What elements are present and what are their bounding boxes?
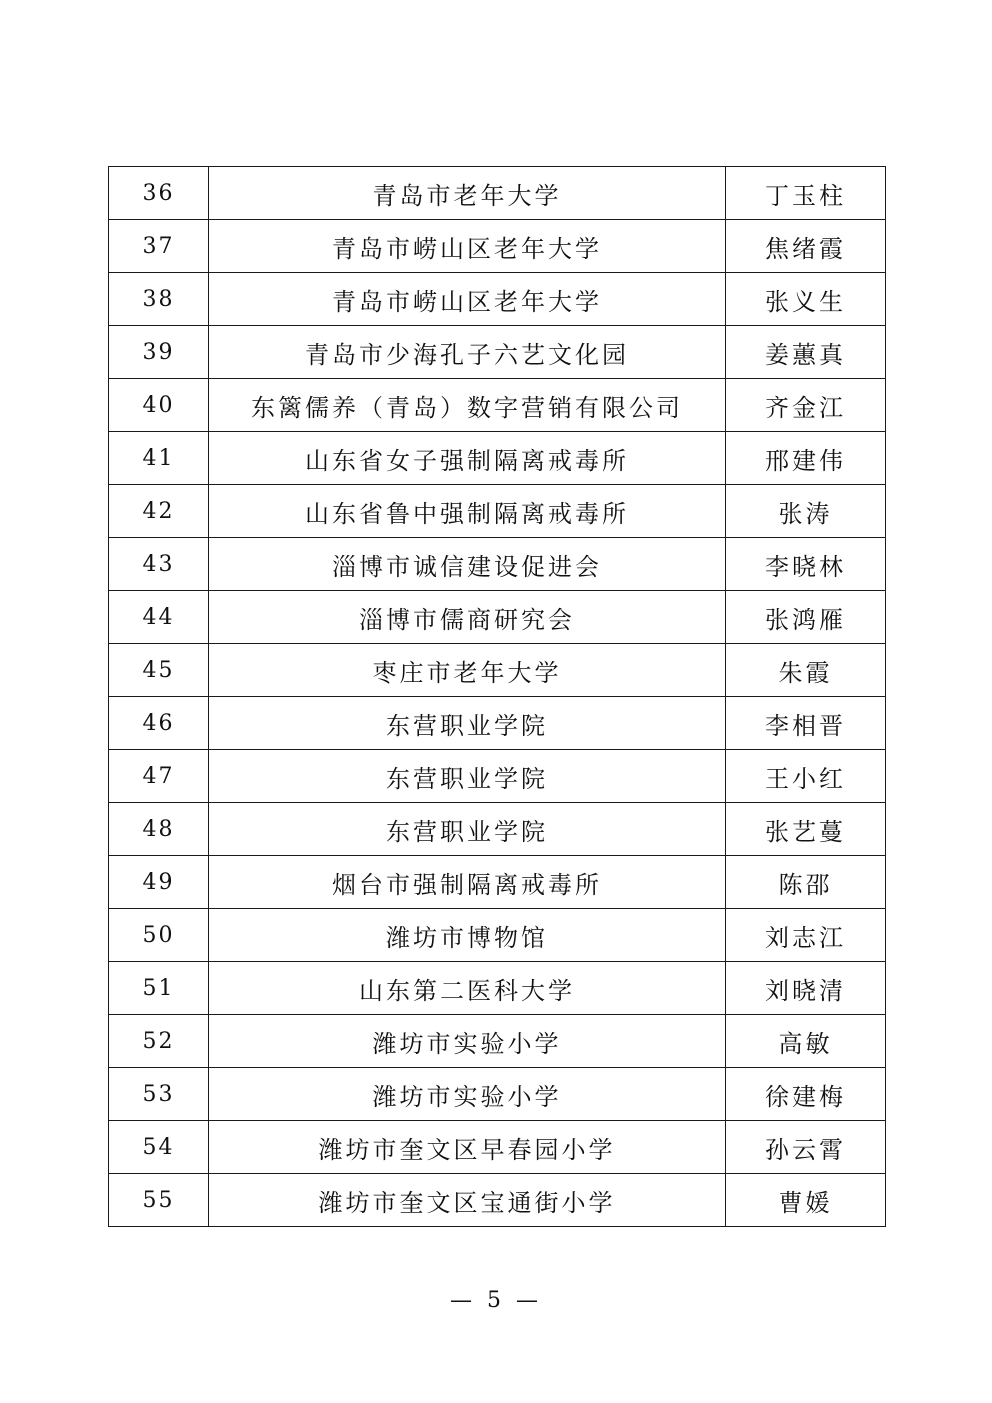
unit-cell: 烟台市强制隔离戒毒所 bbox=[209, 856, 726, 909]
person-name-cell: 曹媛 bbox=[726, 1174, 886, 1227]
table-row bbox=[109, 1068, 886, 1121]
row-number-cell: 50 bbox=[109, 909, 209, 962]
person-name-cell: 刘晓清 bbox=[726, 962, 886, 1015]
unit-cell: 山东第二医科大学 bbox=[209, 962, 726, 1015]
row-number-cell: 42 bbox=[109, 485, 209, 538]
row-number-cell: 52 bbox=[109, 1015, 209, 1068]
awardee-table bbox=[108, 166, 886, 1227]
table-row bbox=[109, 167, 886, 220]
person-name-cell: 陈邵 bbox=[726, 856, 886, 909]
row-number-cell: 47 bbox=[109, 750, 209, 803]
table-row bbox=[109, 644, 886, 697]
person-name-cell: 李晓林 bbox=[726, 538, 886, 591]
unit-cell: 潍坊市奎文区早春园小学 bbox=[209, 1121, 726, 1174]
row-number-cell: 53 bbox=[109, 1068, 209, 1121]
unit-cell: 潍坊市实验小学 bbox=[209, 1068, 726, 1121]
row-number-cell: 44 bbox=[109, 591, 209, 644]
table-body bbox=[109, 167, 886, 1227]
unit-cell: 淄博市诚信建设促进会 bbox=[209, 538, 726, 591]
row-number-cell: 43 bbox=[109, 538, 209, 591]
unit-cell: 青岛市崂山区老年大学 bbox=[209, 220, 726, 273]
table-row bbox=[109, 273, 886, 326]
row-number-cell: 37 bbox=[109, 220, 209, 273]
table-row bbox=[109, 1174, 886, 1227]
row-number-cell: 36 bbox=[109, 167, 209, 220]
person-name-cell: 张义生 bbox=[726, 273, 886, 326]
row-number-cell: 39 bbox=[109, 326, 209, 379]
unit-cell: 东篱儒养（青岛）数字营销有限公司 bbox=[209, 379, 726, 432]
table-row bbox=[109, 856, 886, 909]
unit-cell: 山东省鲁中强制隔离戒毒所 bbox=[209, 485, 726, 538]
table-row bbox=[109, 750, 886, 803]
unit-cell: 青岛市老年大学 bbox=[209, 167, 726, 220]
unit-cell: 青岛市崂山区老年大学 bbox=[209, 273, 726, 326]
table-row bbox=[109, 220, 886, 273]
person-name-cell: 齐金江 bbox=[726, 379, 886, 432]
person-name-cell: 邢建伟 bbox=[726, 432, 886, 485]
unit-cell: 山东省女子强制隔离戒毒所 bbox=[209, 432, 726, 485]
person-name-cell: 张涛 bbox=[726, 485, 886, 538]
row-number-cell: 41 bbox=[109, 432, 209, 485]
unit-cell: 潍坊市博物馆 bbox=[209, 909, 726, 962]
table-row bbox=[109, 591, 886, 644]
row-number-cell: 51 bbox=[109, 962, 209, 1015]
row-number-cell: 54 bbox=[109, 1121, 209, 1174]
person-name-cell: 朱霞 bbox=[726, 644, 886, 697]
table-row bbox=[109, 1121, 886, 1174]
person-name-cell: 张鸿雁 bbox=[726, 591, 886, 644]
unit-cell: 淄博市儒商研究会 bbox=[209, 591, 726, 644]
table-row bbox=[109, 379, 886, 432]
unit-cell: 枣庄市老年大学 bbox=[209, 644, 726, 697]
table-row bbox=[109, 962, 886, 1015]
person-name-cell: 焦绪霞 bbox=[726, 220, 886, 273]
table-row bbox=[109, 432, 886, 485]
person-name-cell: 徐建梅 bbox=[726, 1068, 886, 1121]
table-row bbox=[109, 485, 886, 538]
table-row bbox=[109, 909, 886, 962]
unit-cell: 青岛市少海孔子六艺文化园 bbox=[209, 326, 726, 379]
row-number-cell: 48 bbox=[109, 803, 209, 856]
row-number-cell: 49 bbox=[109, 856, 209, 909]
table-row bbox=[109, 803, 886, 856]
table-row bbox=[109, 326, 886, 379]
person-name-cell: 刘志江 bbox=[726, 909, 886, 962]
person-name-cell: 丁玉柱 bbox=[726, 167, 886, 220]
person-name-cell: 孙云霄 bbox=[726, 1121, 886, 1174]
unit-cell: 东营职业学院 bbox=[209, 750, 726, 803]
row-number-cell: 45 bbox=[109, 644, 209, 697]
row-number-cell: 46 bbox=[109, 697, 209, 750]
table-row bbox=[109, 1015, 886, 1068]
person-name-cell: 姜蕙真 bbox=[726, 326, 886, 379]
page-number: — 5 — bbox=[450, 1288, 542, 1313]
unit-cell: 潍坊市奎文区宝通街小学 bbox=[209, 1174, 726, 1227]
row-number-cell: 38 bbox=[109, 273, 209, 326]
person-name-cell: 李相晋 bbox=[726, 697, 886, 750]
table-row bbox=[109, 697, 886, 750]
row-number-cell: 55 bbox=[109, 1174, 209, 1227]
unit-cell: 东营职业学院 bbox=[209, 803, 726, 856]
table-row bbox=[109, 538, 886, 591]
person-name-cell: 张艺蔓 bbox=[726, 803, 886, 856]
person-name-cell: 高敏 bbox=[726, 1015, 886, 1068]
person-name-cell: 王小红 bbox=[726, 750, 886, 803]
row-number-cell: 40 bbox=[109, 379, 209, 432]
unit-cell: 潍坊市实验小学 bbox=[209, 1015, 726, 1068]
unit-cell: 东营职业学院 bbox=[209, 697, 726, 750]
